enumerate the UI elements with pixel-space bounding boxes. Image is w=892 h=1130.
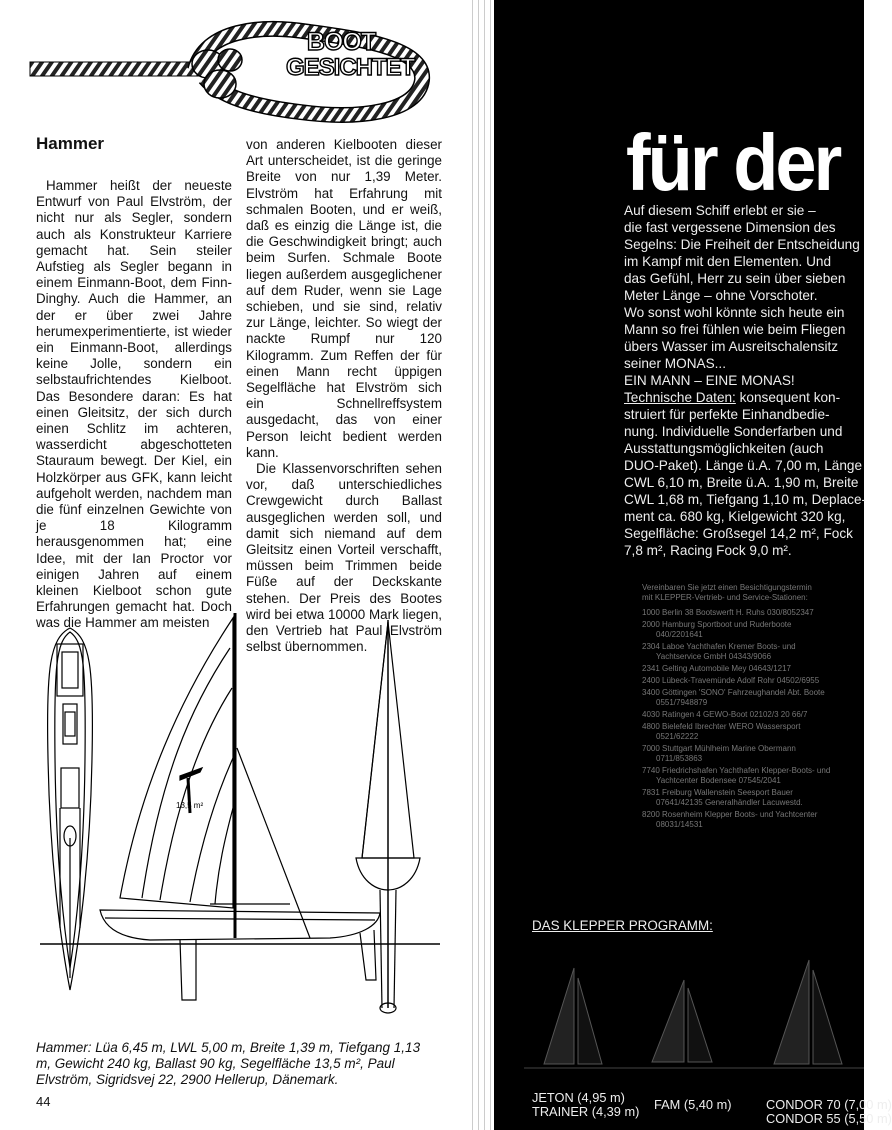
ad-headline: für der [626, 117, 840, 208]
boat-line-drawing [30, 608, 450, 1028]
ad-line: seiner MONAS... [624, 356, 726, 371]
dealer-entry [642, 766, 872, 786]
boat-label-trainer: TRAINER (4,39 m) [532, 1104, 640, 1119]
dealer-line: 7740 Friedrichshafen Yachthafen Klepper-Boots- und [642, 766, 831, 775]
ad-line: Mann so frei fühlen wie beim Fliegen [624, 322, 846, 337]
article-column-1 [36, 178, 232, 632]
tech-label: Technische Daten: [624, 390, 736, 405]
tech-after: konsequent kon- [735, 390, 841, 405]
dealer-entry [642, 620, 872, 640]
page-gutter [470, 0, 494, 1130]
article-paragraph-1: Hammer heißt der neueste Entwurf von Paul Elvström, der nicht nur als Segler, sondern auch als Konstrukteur Karriere gemacht hat. Sein steiler Aufstieg als Segler begann in einem Einmann-Boot, dem Finn-Dinghy. Auch die Hammer, an der er über zwei Jahre herumexperimentierte, ist wieder ein Einmann-Boot, allerdings keine Jolle, sondern ein selbstaufrichtendes Kielboot. Das Besondere daran: Es hat einen Gleitsitz, der sich durch einen Schlitz im achteren, wasserdicht abgeschotteten Stauraum bewegt. Der Kiel, ein Holzkörper aus GFK, kann leicht aufgeholt werden, nachdem man die fünf einzelnen Gewichte von je 18 Kilogramm herausgenommen hat; eine Idee, mit der Ian Proctor vor einigen Jahren auf einem kleinen Kielboot schon gute Erfahrungen gemacht hat. Doch was die Hammer am meisten [36, 178, 232, 631]
dealer-line: 1000 Berlin 38 Bootswerft H. Ruhs 030/8052347 [642, 608, 814, 617]
program-title: DAS KLEPPER PROGRAMM: [532, 918, 713, 933]
boat-label-condor-55: CONDOR 55 (5,50 m) [766, 1111, 892, 1126]
article-paragraph-3: Die Klassenvorschriften sehen vor, daß unterschiedliches Crewgewicht durch Ballast ausgeglichen werden soll, und damit sich niemand auf dem Gleitsitz einen Vorteil verschafft, müssen beim Trimmen beide Füße auf der Deckskante stehen. Der Preis des Bootes wird bei etwa 10000 Mark liegen, den Vertrieb hat Paul Elvström selbst übernommen. [246, 461, 442, 655]
ad-line: übers Wasser im Ausreitschalensitz [624, 339, 839, 354]
ad-body-text [624, 202, 874, 559]
ad-tech-line: struiert für perfekte Einhandbedie- [624, 407, 830, 422]
dealer-line: 7831 Freiburg Wallenstein Seesport Bauer [642, 788, 793, 797]
logo-line-1: BOOT [306, 28, 376, 56]
boat-label-condor-70: CONDOR 70 (7,00 m) [766, 1097, 892, 1112]
dealer-entry [642, 664, 872, 674]
dealer-line: 07641/42135 Generalhändler Lacuwestd. [656, 798, 803, 807]
article-column-2 [246, 137, 442, 656]
dealer-intro: Vereinbaren Sie jetzt einen Besichtigungstermin [642, 583, 812, 592]
dealer-entry [642, 608, 872, 618]
dealer-line: 0711/853863 [656, 754, 703, 763]
dealer-line: Yachtservice GmbH 04343/9066 [656, 652, 772, 661]
dealer-entry [642, 744, 872, 764]
hull-plan-view [48, 628, 93, 990]
ad-tech-line: CWL 6,10 m, Breite ü.A. 1,90 m, Breite [624, 475, 859, 490]
dealer-line: 2000 Hamburg Sportboot und Ruderboote [642, 620, 792, 629]
dealer-line: 0521/62222 [656, 732, 699, 741]
page-number: 44 [36, 1094, 51, 1109]
dealer-line: 08031/14531 [656, 820, 703, 829]
dealer-entry [642, 688, 872, 708]
spec-caption: Hammer: Lüa 6,45 m, LWL 5,00 m, Breite 1,39 m, Tiefgang 1,13 m, Gewicht 240 kg, Ballast 90 kg, Segelfläche 13,5 m², Paul Elvström, Sigridsvej 22, 2900 Hellerup, Dänemark. [36, 1040, 421, 1087]
boat-label-jeton: JETON (4,95 m) [532, 1090, 625, 1105]
ad-tech-line: 7,8 m², Racing Fock 9,0 m². [624, 543, 792, 558]
dealer-line: 2400 Lübeck-Travemünde Adolf Rohr 04502/6955 [642, 676, 820, 685]
dealer-list [642, 583, 872, 832]
ad-line: Segelns: Die Freiheit der Entscheidung [624, 237, 860, 252]
dealer-line: 8200 Rosenheim Klepper Boots- und Yachtcenter [642, 810, 818, 819]
ad-tech-line: Segelfläche: Großsegel 14,2 m², Fock [624, 526, 853, 541]
ad-line: Auf diesem Schiff erlebt er sie – [624, 203, 816, 218]
ad-line: EIN MANN – EINE MONAS! [624, 373, 795, 388]
logo-line-2: GESICHTET [286, 54, 415, 81]
dealer-line: 7000 Stuttgart Mühlheim Marine Obermann [642, 744, 796, 753]
ad-tech-line: Ausstattungsmöglichkeiten (auch [624, 441, 824, 456]
ad-line: im Kampf mit den Elementen. Und [624, 254, 832, 269]
dealer-line: 2341 Gelting Automobile Mey 04643/1217 [642, 664, 791, 673]
dealer-entry [642, 722, 872, 742]
dealer-line: 2304 Laboe Yachthafen Kremer Boots- und [642, 642, 796, 651]
ad-line: Meter Länge – ohne Vorschoter. [624, 288, 818, 303]
ad-line: das Gefühl, Herr zu sein über sieben [624, 271, 846, 286]
ad-tech-line: nung. Individuelle Sonderfarben und [624, 424, 843, 439]
hull-front-view [356, 620, 420, 1013]
dealer-entry [642, 676, 872, 686]
dealer-intro: mit KLEPPER-Vertrieb- und Service-Stationen: [642, 593, 808, 602]
dealer-line: 3400 Göttingen 'SONO' Fahrzeughandel Abt. Boote [642, 688, 825, 697]
ad-line: Wo sonst wohl könnte sich heute ein [624, 305, 845, 320]
article-title: Hammer [36, 134, 105, 153]
dealer-line: 0551/7948879 [656, 698, 708, 707]
dealer-line: 040/2201641 [656, 630, 703, 639]
article-paragraph-2: von anderen Kielbooten dieser Art unterscheidet, ist die geringe Breite von nur 1,39 Meter. Elvström hat Erfahrung mit schmalen Booten, und er weiß, daß es einzig die Länge ist, die die Geschwindigkeit bringt; auch beim Surfen. Schmale Boote liegen außerdem ausgeglichener auf dem Ruder, wenn sie Lage schieben, und sie sind, relativ zur Länge, leichter. So wiegt der nackte Rumpf nur 120 Kilogramm. Zum Reffen der für einen Mann recht üppigen Segelfläche hat Elvström sich ein Schnellreffsystem ausgedacht, das von einer Person leicht bedient werden kann. [246, 137, 442, 460]
dealer-entry [642, 710, 872, 720]
dealer-line: 4800 Bielefeld Ibrechter WERO Wassersport [642, 722, 801, 731]
ad-tech-line: ment ca. 680 kg, Kielgewicht 320 kg, [624, 509, 846, 524]
dealer-entry [642, 810, 872, 830]
dealer-line: 4030 Ratingen 4 GEWO-Boot 02102/3 20 66/7 [642, 710, 808, 719]
dealer-entry [642, 788, 872, 808]
ad-tech-line [624, 389, 874, 406]
dealer-entry [642, 642, 872, 662]
boot-gesichtet-logo-text [286, 28, 415, 81]
dealer-line: Yachtcenter Bodensee 07545/2041 [656, 776, 781, 785]
hull-side-view [40, 613, 440, 1000]
sail-area-label: 13,5 m² [176, 801, 204, 810]
ad-tech-line: DUO-Paket). Länge ü.A. 7,00 m, Länge [624, 458, 863, 473]
ad-tech-line: CWL 1,68 m, Tiefgang 1,10 m, Deplace- [624, 492, 867, 507]
ad-line: die fast vergessene Dimension des [624, 220, 836, 235]
boat-label-fam: FAM (5,40 m) [654, 1097, 732, 1112]
klepper-advertisement-page [494, 0, 892, 1130]
boat-silhouettes [524, 940, 864, 1090]
